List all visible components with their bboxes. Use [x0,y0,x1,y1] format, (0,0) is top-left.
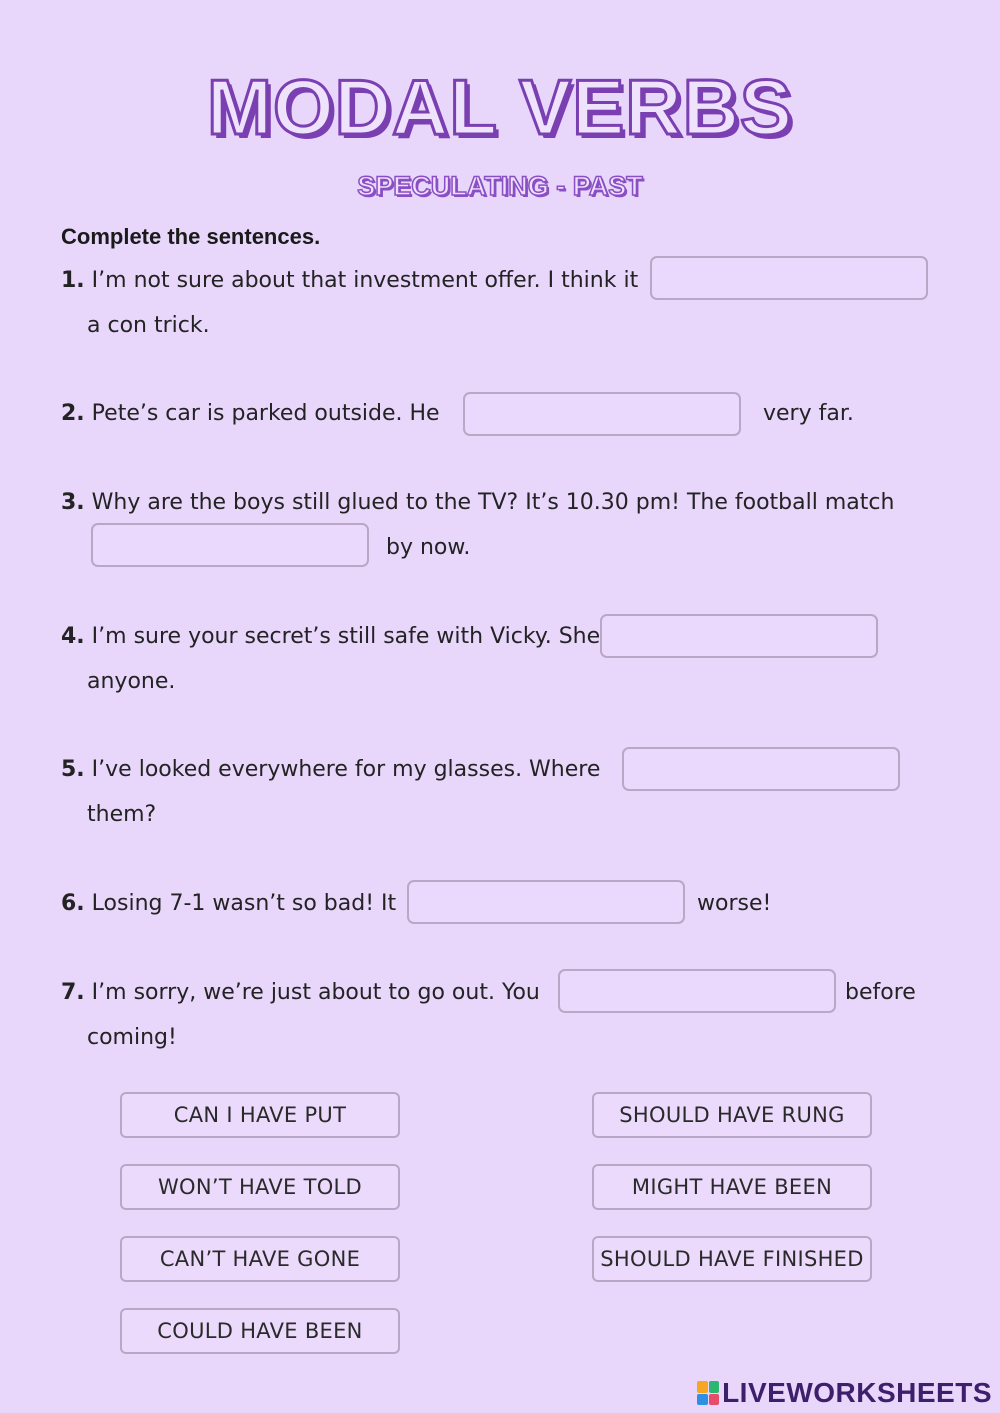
logo-square-1 [697,1381,708,1393]
question-text: I’m sorry, we’re just about to go out. You [91,980,540,1005]
option-should-have-finished[interactable]: SHOULD HAVE FINISHED [592,1236,872,1282]
option-could-have-been[interactable]: COULD HAVE BEEN [120,1308,400,1354]
question-text: Pete’s car is parked outside. He [91,401,440,426]
option-can-i-have-put[interactable]: CAN I HAVE PUT [120,1092,400,1138]
question-text: I’m sure your secret’s still safe with Vicky. She [91,624,601,649]
logo-square-4 [709,1394,720,1406]
answer-blank-1[interactable] [650,256,928,300]
option-should-have-rung[interactable]: SHOULD HAVE RUNG [592,1092,872,1138]
option-might-have-been[interactable]: MIGHT HAVE BEEN [592,1164,872,1210]
question-number: 1. [61,268,85,293]
answer-blank-2[interactable] [463,392,741,436]
question-text: I’m not sure about that investment offer. I think it [91,268,639,293]
worksheet-title: MODAL VERBS [207,63,793,151]
question-7-after-blank: before [845,980,916,1005]
question-number: 7. [61,980,85,1005]
logo-square-2 [709,1381,720,1393]
question-1-continuation: a con trick. [87,313,210,338]
question-number: 2. [61,401,85,426]
question-7-continuation: coming! [87,1025,177,1050]
question-3-text [61,488,894,518]
question-text: Why are the boys still glued to the TV? It’s 10.30 pm! The football match [91,490,895,515]
option-cant-have-gone[interactable]: CAN’T HAVE GONE [120,1236,400,1282]
question-1-text [61,266,638,296]
answer-blank-3[interactable] [91,523,369,567]
question-5-continuation: them? [87,802,157,827]
answer-blank-7[interactable] [558,969,836,1013]
question-7-text [61,978,540,1008]
question-2-text [61,399,440,429]
question-2-continuation: very far. [763,401,854,426]
question-6-continuation: worse! [697,891,772,916]
answer-blank-4[interactable] [600,614,878,658]
question-6-text [61,889,396,919]
answer-blank-6[interactable] [407,880,685,924]
question-number: 5. [61,757,85,782]
question-4-continuation: anyone. [87,669,176,694]
liveworksheets-logo-icon [697,1381,719,1405]
question-text: I’ve looked everywhere for my glasses. Where [91,757,601,782]
question-number: 3. [61,490,85,515]
question-3-continuation: by now. [386,535,471,560]
liveworksheets-logo[interactable] [697,1376,992,1410]
question-4-text [61,622,600,652]
logo-square-3 [697,1394,708,1406]
question-5-text [61,755,600,785]
answer-blank-5[interactable] [622,747,900,791]
logo-text: LIVEWORKSHEETS [722,1377,992,1408]
option-wont-have-told[interactable]: WON’T HAVE TOLD [120,1164,400,1210]
question-number: 6. [61,891,85,916]
question-text: Losing 7-1 wasn’t so bad! It [91,891,397,916]
worksheet-subtitle: SPECULATING - PAST [357,171,643,201]
instructions: Complete the sentences. [61,224,321,249]
question-number: 4. [61,624,85,649]
